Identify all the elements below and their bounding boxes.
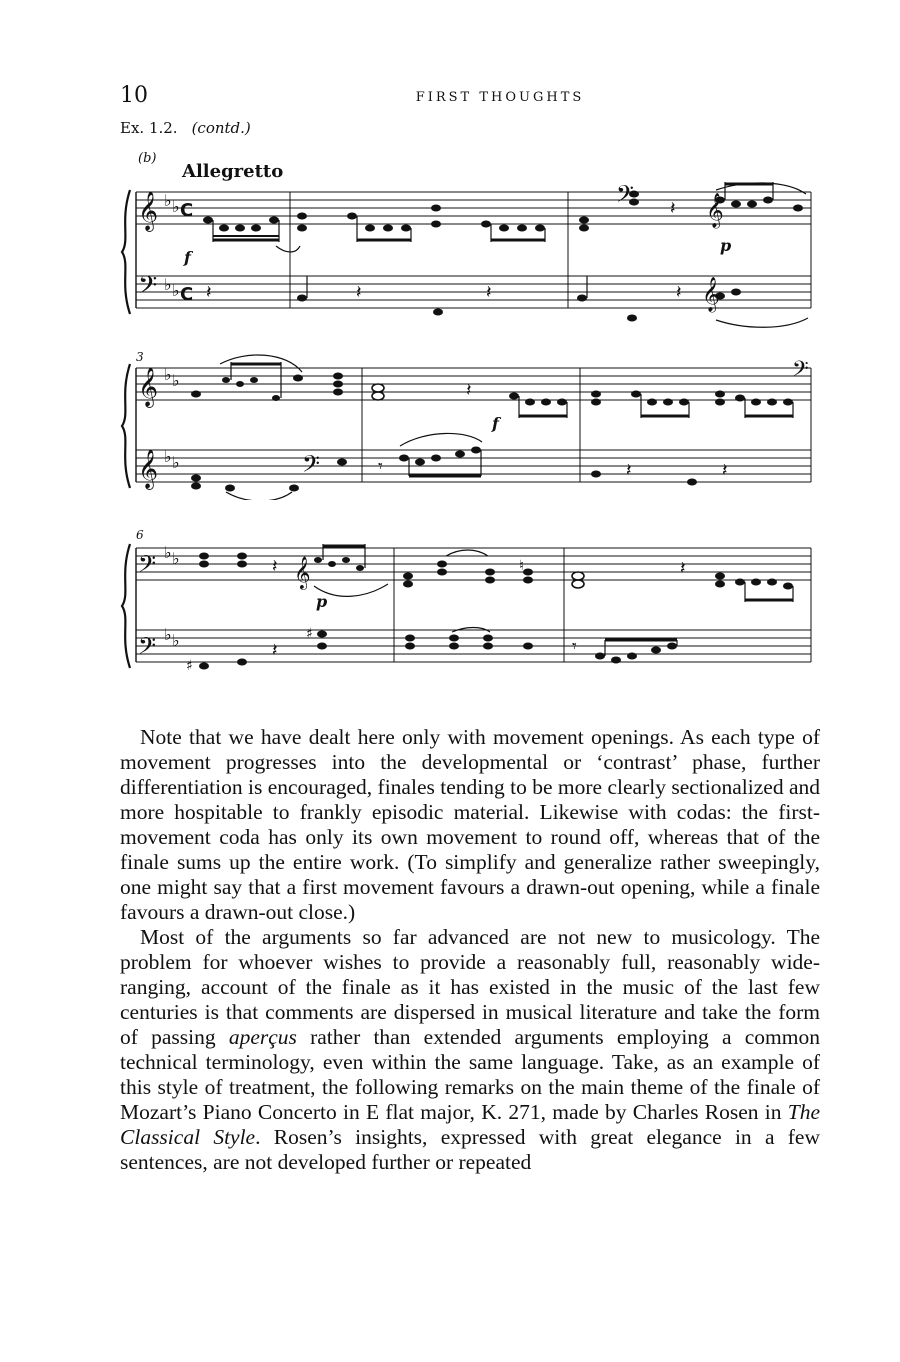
svg-text:𝄞: 𝄞 <box>294 556 311 589</box>
svg-text:𝄢: 𝄢 <box>138 550 157 583</box>
svg-text:𝄽: 𝄽 <box>626 460 632 481</box>
body-text <box>120 725 820 1175</box>
svg-text:C: C <box>180 200 194 221</box>
svg-text:♯: ♯ <box>306 626 313 642</box>
svg-text:𝄞: 𝄞 <box>706 193 724 228</box>
svg-text:𝄽: 𝄽 <box>676 282 682 303</box>
svg-text:𝄽: 𝄽 <box>206 282 212 303</box>
music-notation-icon <box>116 526 816 676</box>
music-notation-icon <box>116 180 816 330</box>
dynamic-marking: p <box>316 592 328 611</box>
dynamic-marking: f <box>184 248 191 267</box>
svg-text:𝄞: 𝄞 <box>138 367 159 407</box>
svg-text:♭: ♭ <box>164 447 172 466</box>
svg-text:𝄢: 𝄢 <box>616 180 635 213</box>
svg-text:𝄽: 𝄽 <box>272 556 278 577</box>
music-system-3 <box>116 526 816 676</box>
svg-text:C: C <box>180 284 194 305</box>
text-run: rather than extended arguments employing a common technical terminology, even within the same language. Take, as an example of this style of treatment, the following remarks on the main theme of the finale of Mozart’s Piano Concerto in E flat major, K. 271, made by Charles Rosen in <box>120 1025 820 1124</box>
music-notation-icon <box>116 350 816 500</box>
svg-text:♭: ♭ <box>164 625 172 644</box>
music-system-1 <box>116 180 816 330</box>
svg-text:♭: ♭ <box>172 371 180 390</box>
book-title: The Classical Style <box>120 1100 820 1149</box>
svg-text:♭: ♭ <box>172 549 180 568</box>
svg-text:𝄽: 𝄽 <box>356 282 362 303</box>
text-run: Most of the arguments so far advanced are not new to musicology. The problem for whoever wishes to provide a reasonably full, reasonably wide-ranging, account of the finale as it has existed in the music of the last few centuries is that comments are dispersed in musical literature and take the form of passing <box>120 925 820 1049</box>
svg-text:𝄽: 𝄽 <box>722 460 728 481</box>
caption-suffix: (contd.) <box>191 119 251 137</box>
svg-text:♯: ♯ <box>186 658 193 674</box>
svg-text:♭: ♭ <box>164 275 172 294</box>
dynamic-marking: f <box>492 414 499 433</box>
svg-text:♭: ♭ <box>164 543 172 562</box>
svg-text:𝄽: 𝄽 <box>670 198 676 219</box>
caption-label: Ex. 1.2. <box>120 119 178 137</box>
svg-text:♮: ♮ <box>519 558 525 574</box>
dynamic-marking: p <box>720 236 732 255</box>
music-system-2 <box>116 350 816 500</box>
running-head: FIRST THOUGHTS <box>415 90 585 105</box>
svg-text:♭: ♭ <box>164 365 172 384</box>
paragraph <box>120 925 820 1175</box>
svg-text:𝄞: 𝄞 <box>702 277 720 312</box>
svg-text:♭: ♭ <box>172 281 180 300</box>
paragraph: Note that we have dealt here only with movement openings. As each type of movement progresses into the developmental or ‘contrast’ phase, further differentiation is encouraged, finales tending to be more clearly sectionalized and more hospitable to frankly episodic material. Likewise with codas: the first-movement coda has only its own movement to round off, whereas that of the finale sums up the entire work. (To simplify and generalize rather sweepingly, one might say that a first movement favours a drawn-out opening, while a finale favours a drawn-out close.) <box>120 725 820 924</box>
svg-text:𝄢: 𝄢 <box>138 632 157 665</box>
svg-text:𝄢: 𝄢 <box>138 271 158 306</box>
svg-text:♭: ♭ <box>172 631 180 650</box>
svg-text:♭: ♭ <box>164 191 172 210</box>
svg-text:♭: ♭ <box>172 453 180 472</box>
svg-text:𝄽: 𝄽 <box>466 380 472 401</box>
part-label: (b) <box>138 151 157 166</box>
svg-text:𝄢: 𝄢 <box>792 357 809 387</box>
svg-text:𝄽: 𝄽 <box>680 558 686 579</box>
page-number: 10 <box>120 83 148 108</box>
measure-number: 6 <box>136 528 144 542</box>
tempo-marking: Allegretto <box>182 161 284 182</box>
svg-text:𝄞: 𝄞 <box>138 191 159 231</box>
svg-text:𝄽: 𝄽 <box>272 640 278 661</box>
svg-text:𝄾: 𝄾 <box>572 636 577 657</box>
text-run: . Rosen’s insights, expressed with great elegance in a few sentences, are not developed further or repeated <box>120 1125 821 1174</box>
measure-number: 3 <box>136 350 144 364</box>
svg-text:𝄽: 𝄽 <box>486 282 492 303</box>
svg-text:𝄞: 𝄞 <box>138 449 159 489</box>
svg-text:♭: ♭ <box>172 197 180 216</box>
italic-term: aperçus <box>228 1025 297 1049</box>
svg-text:𝄾: 𝄾 <box>378 456 383 477</box>
svg-text:𝄢: 𝄢 <box>302 450 321 483</box>
example-caption <box>120 119 251 137</box>
